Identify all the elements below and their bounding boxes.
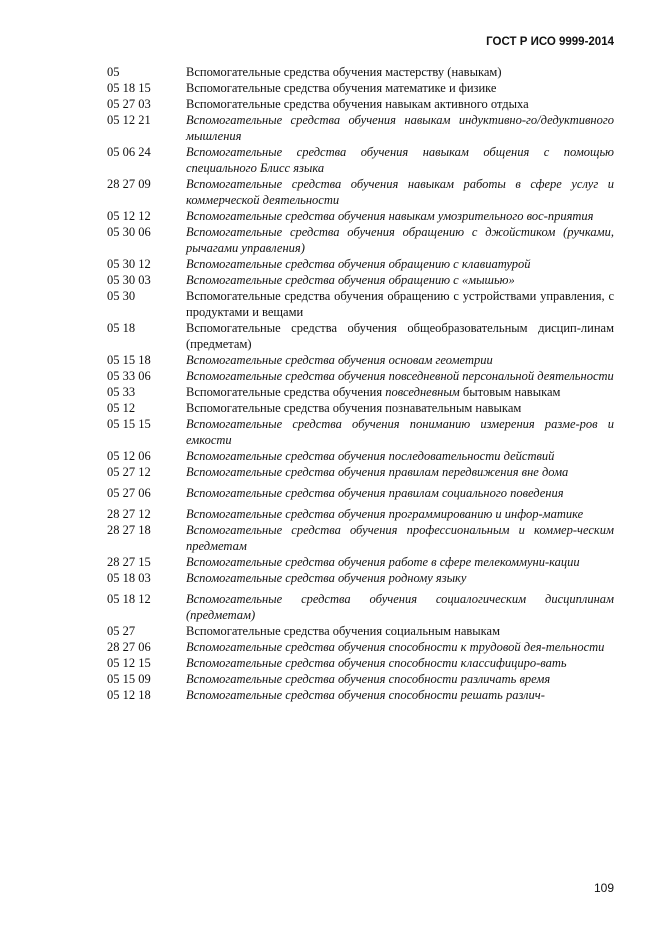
list-item <box>0 80 661 96</box>
entry-description: Вспомогательные средства обучения навыкам активного отдыха <box>186 97 529 111</box>
entry-code: 05 15 09 <box>107 672 151 686</box>
entry-code: 05 15 15 <box>107 417 151 431</box>
entry-code: 05 27 <box>107 624 136 638</box>
entry-description-part: Вспомогательные средства обучения <box>186 385 386 399</box>
list-item <box>0 368 661 384</box>
entry-code: 28 27 09 <box>107 177 151 191</box>
entry-code: 05 33 06 <box>107 369 151 383</box>
entry-code: 05 12 21 <box>107 113 151 127</box>
list-item <box>0 448 661 464</box>
list-item <box>0 64 661 80</box>
entry-description-part: бытовым навыкам <box>459 385 561 399</box>
entry-description <box>186 384 614 400</box>
list-item <box>0 639 661 655</box>
entry-code: 28 27 15 <box>107 555 151 569</box>
entry-code: 05 12 18 <box>107 688 151 702</box>
entry-description: Вспомогательные средства обучения познавательным навыкам <box>186 401 522 415</box>
entry-code: 05 33 <box>107 385 136 399</box>
list-item <box>0 112 661 144</box>
entry-description: Вспомогательные средства обучения навыкам индуктивно-го/дедуктивного мышления <box>186 113 614 143</box>
list-item <box>0 384 661 400</box>
list-item <box>0 554 661 570</box>
entry-description: Вспомогательные средства обучения повседневной персональной деятельности <box>186 369 614 383</box>
list-item <box>0 96 661 112</box>
entry-code: 05 18 <box>107 321 136 335</box>
entry-code: 28 27 12 <box>107 507 151 521</box>
entry-description: Вспомогательные средства обучения обращению с клавиатурой <box>186 257 531 271</box>
entry-code: 05 12 12 <box>107 209 151 223</box>
entry-code: 05 12 06 <box>107 449 151 463</box>
entry-description: Вспомогательные средства обучения программированию и инфор-матике <box>186 507 584 521</box>
entry-code: 05 27 12 <box>107 465 151 479</box>
entry-list <box>0 64 661 703</box>
entry-code: 05 18 15 <box>107 81 151 95</box>
entry-description: Вспомогательные средства обучения общеобразовательным дисцип-линам (предметам) <box>186 321 614 351</box>
entry-description: Вспомогательные средства обучения обращению с джойстиком (ручками, рычагами управления) <box>186 225 614 255</box>
entry-description-emphasis: повседневным <box>385 385 460 399</box>
entry-description: Вспомогательные средства обучения способности к трудовой дея-тельности <box>186 640 605 654</box>
entry-code: 05 18 12 <box>107 592 151 606</box>
list-item <box>0 485 661 501</box>
entry-description: Вспомогательные средства обучения способности классифициро-вать <box>186 656 567 670</box>
standard-header: ГОСТ Р ИСО 9999-2014 <box>486 36 614 48</box>
entry-code: 28 27 06 <box>107 640 151 654</box>
entry-description: Вспомогательные средства обучения социальным навыкам <box>186 624 501 638</box>
list-item <box>0 176 661 208</box>
list-item <box>0 522 661 554</box>
entry-code: 05 30 12 <box>107 257 151 271</box>
list-item <box>0 671 661 687</box>
list-item <box>0 687 661 703</box>
page-number: 109 <box>593 881 614 895</box>
entry-code: 28 27 18 <box>107 523 151 537</box>
entry-code: 05 30 <box>107 289 136 303</box>
entry-code: 05 27 03 <box>107 97 151 111</box>
list-item <box>0 570 661 586</box>
entry-description: Вспомогательные средства обучения обращению с устройствами управления, с продуктами и вещами <box>186 289 614 319</box>
list-item <box>0 288 661 320</box>
entry-description: Вспомогательные средства обучения навыкам умозрительного вос-приятия <box>186 209 594 223</box>
entry-description: Вспомогательные средства обучения способности различать время <box>186 672 551 686</box>
list-item <box>0 272 661 288</box>
entry-description: Вспомогательные средства обучения правилам передвижения вне дома <box>186 465 569 479</box>
entry-description: Вспомогательные средства обучения родному языку <box>186 571 467 585</box>
entry-description: Вспомогательные средства обучения основам геометрии <box>186 353 493 367</box>
list-item <box>0 591 661 623</box>
entry-code: 05 <box>107 65 120 79</box>
list-item <box>0 224 661 256</box>
entry-code: 05 18 03 <box>107 571 151 585</box>
list-item <box>0 623 661 639</box>
entry-description: Вспомогательные средства обучения профессиональным и коммер-ческим предметам <box>186 523 614 553</box>
entry-description: Вспомогательные средства обучения обращению с «мышью» <box>186 273 515 287</box>
entry-description: Вспомогательные средства обучения навыкам работы в сфере услуг и коммерческой деятельности <box>186 177 614 207</box>
entry-description: Вспомогательные средства обучения последовательности действий <box>186 449 555 463</box>
entry-description: Вспомогательные средства обучения мастерству (навыкам) <box>186 65 502 79</box>
list-item <box>0 400 661 416</box>
list-item <box>0 144 661 176</box>
list-item <box>0 256 661 272</box>
entry-code: 05 12 15 <box>107 656 151 670</box>
entry-description: Вспомогательные средства обучения работе в сфере телекоммуни-кации <box>186 555 580 569</box>
list-item <box>0 352 661 368</box>
list-item <box>0 416 661 448</box>
entry-code: 05 30 03 <box>107 273 151 287</box>
entry-description: Вспомогательные средства обучения математике и физике <box>186 81 497 95</box>
entry-description: Вспомогательные средства обучения социалогическим дисциплинам (предметам) <box>186 592 614 622</box>
list-item <box>0 464 661 480</box>
list-item <box>0 208 661 224</box>
entry-description: Вспомогательные средства обучения правилам социального поведения <box>186 486 564 500</box>
entry-code: 05 15 18 <box>107 353 151 367</box>
list-item <box>0 655 661 671</box>
entry-code: 05 12 <box>107 401 136 415</box>
entry-code: 05 06 24 <box>107 145 151 159</box>
list-item <box>0 506 661 522</box>
entry-description: Вспомогательные средства обучения навыкам общения с помощью специального Блисс языка <box>186 145 614 175</box>
entry-description: Вспомогательные средства обучения способности решать различ- <box>186 688 545 702</box>
entry-description: Вспомогательные средства обучения пониманию измерения разме-ров и емкости <box>186 417 614 447</box>
entry-code: 05 27 06 <box>107 486 151 500</box>
list-item <box>0 320 661 352</box>
entry-code: 05 30 06 <box>107 225 151 239</box>
